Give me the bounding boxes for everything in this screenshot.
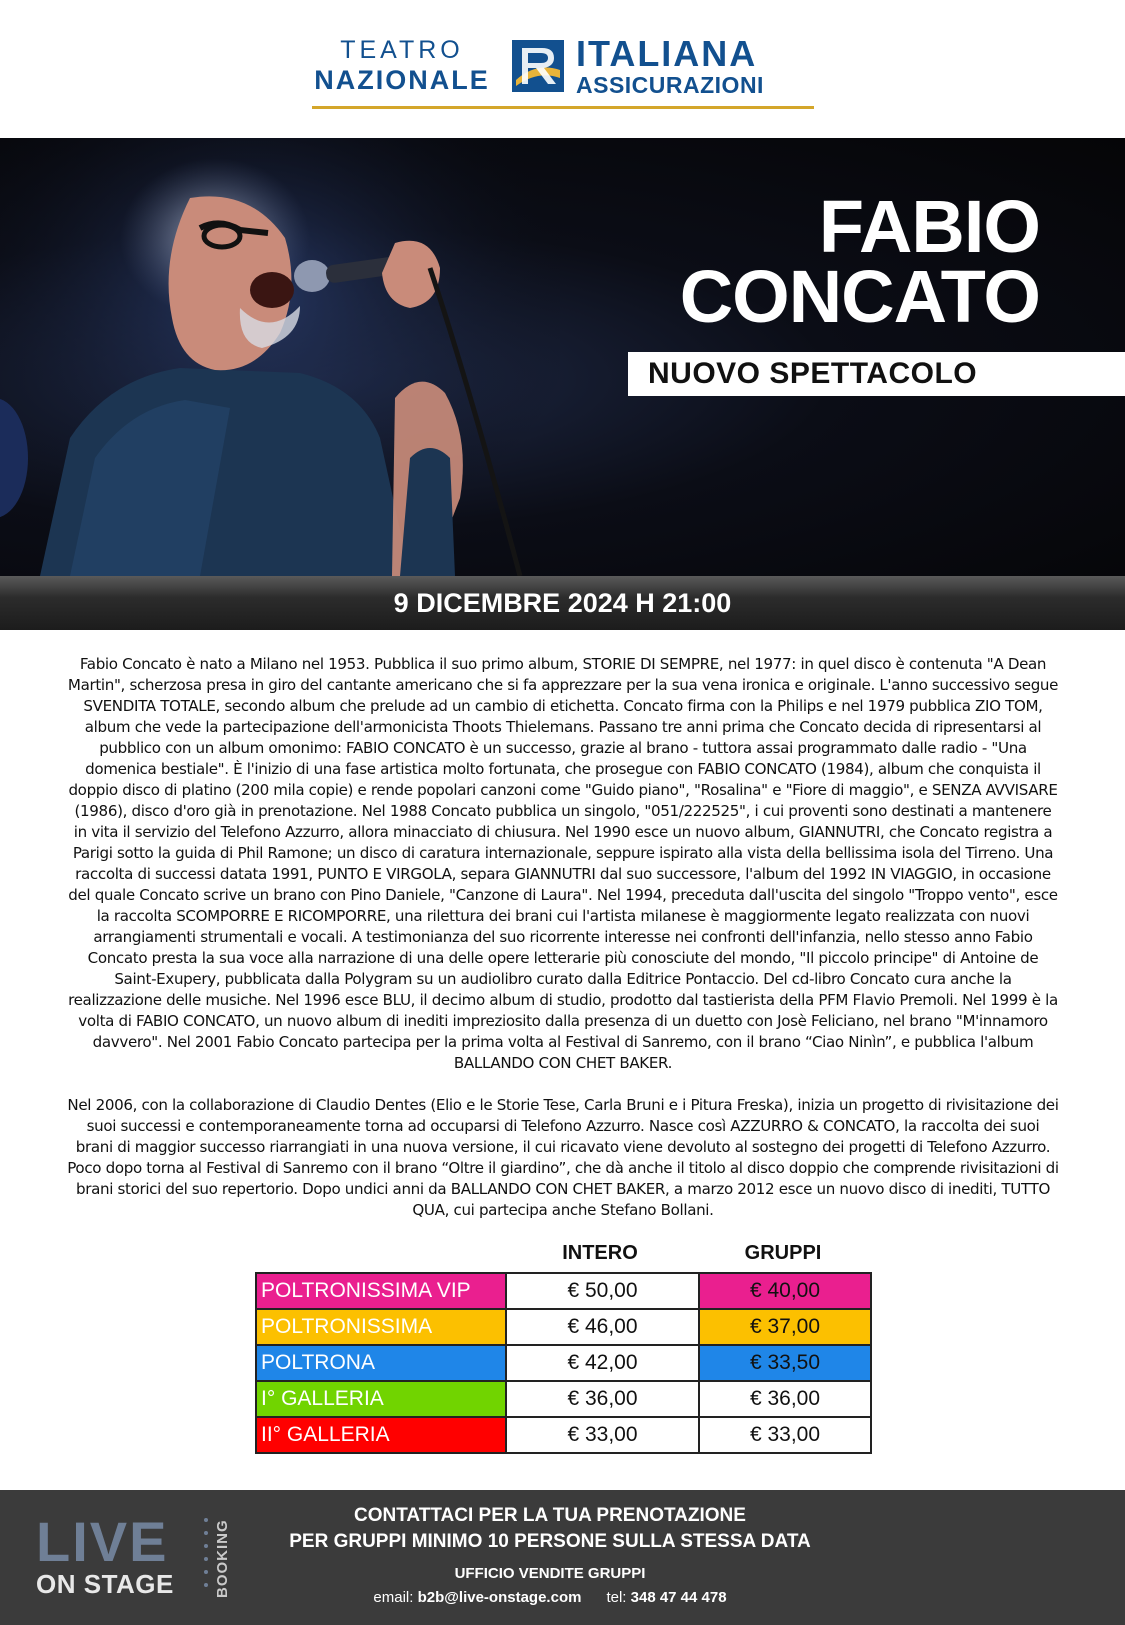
price-row (256, 1309, 871, 1345)
sponsor-line1: ITALIANA (576, 33, 758, 74)
price-intero: € 46,00 (506, 1309, 699, 1345)
header (0, 0, 1125, 138)
price-category: POLTRONA (256, 1345, 506, 1381)
logo-dots-icon (204, 1518, 210, 1598)
artist-name (620, 185, 1040, 338)
price-gruppi: € 33,00 (699, 1417, 871, 1453)
price-intero: € 50,00 (506, 1273, 699, 1309)
price-gruppi: € 40,00 (699, 1273, 871, 1309)
phone-number[interactable]: 348 47 44 478 (630, 1589, 727, 1606)
footer (0, 1490, 1125, 1625)
price-table-body (256, 1273, 871, 1453)
hero-banner (0, 138, 1125, 576)
logo-divider (312, 106, 814, 109)
price-intero: € 42,00 (506, 1345, 699, 1381)
price-row (256, 1417, 871, 1453)
italiana-assicurazioni-mark-icon (512, 40, 564, 92)
teatro-line1: TEATRO (340, 36, 464, 64)
logo-onstage-text: ON STAGE (36, 1569, 174, 1599)
italiana-assicurazioni-wordmark (576, 33, 764, 98)
artist-last-name: CONCATO (679, 255, 1040, 338)
email-label: email: (373, 1589, 414, 1606)
teatro-line2: NAZIONALE (314, 65, 490, 95)
bio-paragraph-1: Fabio Concato è nato a Milano nel 1953. Pubblica il suo primo album, STORIE DI SEMPRE, nel 1977: in quel disco è contenuta "A Dean Martin", scherzosa presa in giro del cantante americano che si fa apprezzare per la sua vena ironica e originale. L'anno successivo segue SVENDITA TOTALE, secondo album che prelude ad un cambio di etichetta. Concato firma con la Philips e nel 1979 pubblica ZIO TOM, album che vede la partecipazione dell'armonicista Thoots Thielemans. Passano tre anni prima che Concato decida di ripresentarsi al pubblico con un album omonimo: FABIO CONCATO è un successo, grazie al brano - tuttora assai programmato dalle radio - "Una domenica bestiale". È l'inizio di una fase artistica molto fortunata, che prosegue con FABIO CONCATO (1984), album che conquista il doppio disco di platino (200 mila copie) e rende popolari canzoni come "Guido piano", "Rosalina" e "Fiore di maggio", e SENZA AVVISARE (1986), disco d'oro già in prenotazione. Nel 1988 Concato pubblica un singolo, "051/222525", i cui proventi sono destinati a mantenere in vita il servizio del Telefono Azzurro, allora minacciato di chiusura. Nel 1990 esce un nuovo album, GIANNUTRI, che Concato registra a Parigi sotto la guida di Phil Ramone; un disco di caratura internazionale, seppure ispirato alla vista della bellissima isola del Tirreno. Una raccolta di successi datata 1991, PUNTO E VIRGOLA, separa GIANNUTRI dal suo successore, l'album del 1992 IN VIAGGIO, in occasione del quale Concato scrive un brano con Pino Daniele, "Canzone di Laura". Nel 1994, preceduta dall'uscita del singolo "Troppo vento", esce la raccolta SCOMPORRE E RICOMPORRE, una rilettura dei brani cui l'artista milanese è maggiormente legato realizzata con nuovi arrangiamenti strumentali e vocali. A testimonianza del suo ricorrente interesse nei confronti dell'infanzia, nello stesso anno Fabio Concato presta la sua voce alla narrazione di una delle opere letterarie più conosciute del mondo, "Il piccolo principe" di Antoine de Saint-Exupery, pubblicata dalla Polygram su un audiolibro curato dalla Editrice Pontaccio. Del cd-libro Concato cura anche la realizzazione delle musiche. Nel 1996 esce BLU, il decimo album di studio, prodotto dal tastierista della PFM Flavio Premoli. Nel 1999 è la volta di FABIO CONCATO, un nuovo album di inediti impreziosito dalla presenza di un duetto con Josè Feliciano, nel brano "M'innamoro davvero". Nel 2001 Fabio Concato partecipa per la prima volta al Festival di Sanremo, con il brano “Ciao Ninìn”, e pubblica l'album BALLANDO CON CHET BAKER. (67, 655, 1059, 1072)
price-table (255, 1272, 872, 1454)
bio-paragraph-2: Nel 2006, con la collaborazione di Claudio Dentes (Elio e le Storie Tese, Carla Bruni e i Pitura Freska), inizia un progetto di rivisitazione dei suoi successi e contemporaneamente torna ad occuparsi di Telefono Azzurro. Nasce così AZZURRO & CONCATO, la raccolta dei suoi brani di maggior successo riarrangiati in una nuova versione, il cui ricavato viene devoluto al sostegno dei progetti di Telefono Azzurro. Poco dopo torna al Festival di Sanremo con il brano “Oltre il giardino”, che dà anche il titolo al disco doppio che comprende rivisitazioni di brani storici del suo repertorio. Dopo undici anni da BALLANDO CON CHET BAKER, a marzo 2012 esce un nuovo disco di inediti, TUTTO QUA, cui partecipa anche Stefano Bollani. (67, 1096, 1059, 1219)
sponsor-logo (312, 33, 814, 112)
teatro-nazionale-logo (312, 36, 492, 96)
price-category: II° GALLERIA (256, 1417, 506, 1453)
group-sales-office: UFFICIO VENDITE GRUPPI (454, 1565, 646, 1582)
logo-live-text: LIVE (36, 1510, 169, 1573)
tel-label: tel: (606, 1589, 627, 1606)
live-on-stage-logo (36, 1510, 251, 1604)
price-row (256, 1273, 871, 1309)
contact-line-2: PER GRUPPI MINIMO 10 PERSONE SULLA STESSA DATA (289, 1531, 811, 1552)
price-intero: € 36,00 (506, 1381, 699, 1417)
column-header-intero: INTERO (562, 1242, 638, 1264)
contact-details (250, 1588, 850, 1608)
artist-first-name: FABIO (818, 185, 1040, 268)
price-row (256, 1345, 871, 1381)
price-gruppi: € 33,50 (699, 1345, 871, 1381)
email-address[interactable]: b2b@live-onstage.com (417, 1589, 582, 1606)
price-category: POLTRONISSIMA (256, 1309, 506, 1345)
price-intero: € 33,00 (506, 1417, 699, 1453)
contact-line-1: CONTATTACI PER LA TUA PRENOTAZIONE (354, 1505, 746, 1526)
price-gruppi: € 36,00 (699, 1381, 871, 1417)
column-header-gruppi: GRUPPI (744, 1242, 822, 1264)
singer-photo (0, 138, 560, 576)
artist-biography (66, 654, 1060, 1221)
price-gruppi: € 37,00 (699, 1309, 871, 1345)
price-category: I° GALLERIA (256, 1381, 506, 1417)
event-date: 9 DICEMBRE 2024 H 21:00 (0, 576, 1125, 630)
sponsor-line2: ASSICURAZIONI (576, 72, 764, 98)
logo-booking-text: BOOKING (214, 1519, 231, 1598)
price-row (256, 1381, 871, 1417)
price-category: POLTRONISSIMA VIP (256, 1273, 506, 1309)
show-subtitle: NUOVO SPETTACOLO (628, 352, 1125, 396)
